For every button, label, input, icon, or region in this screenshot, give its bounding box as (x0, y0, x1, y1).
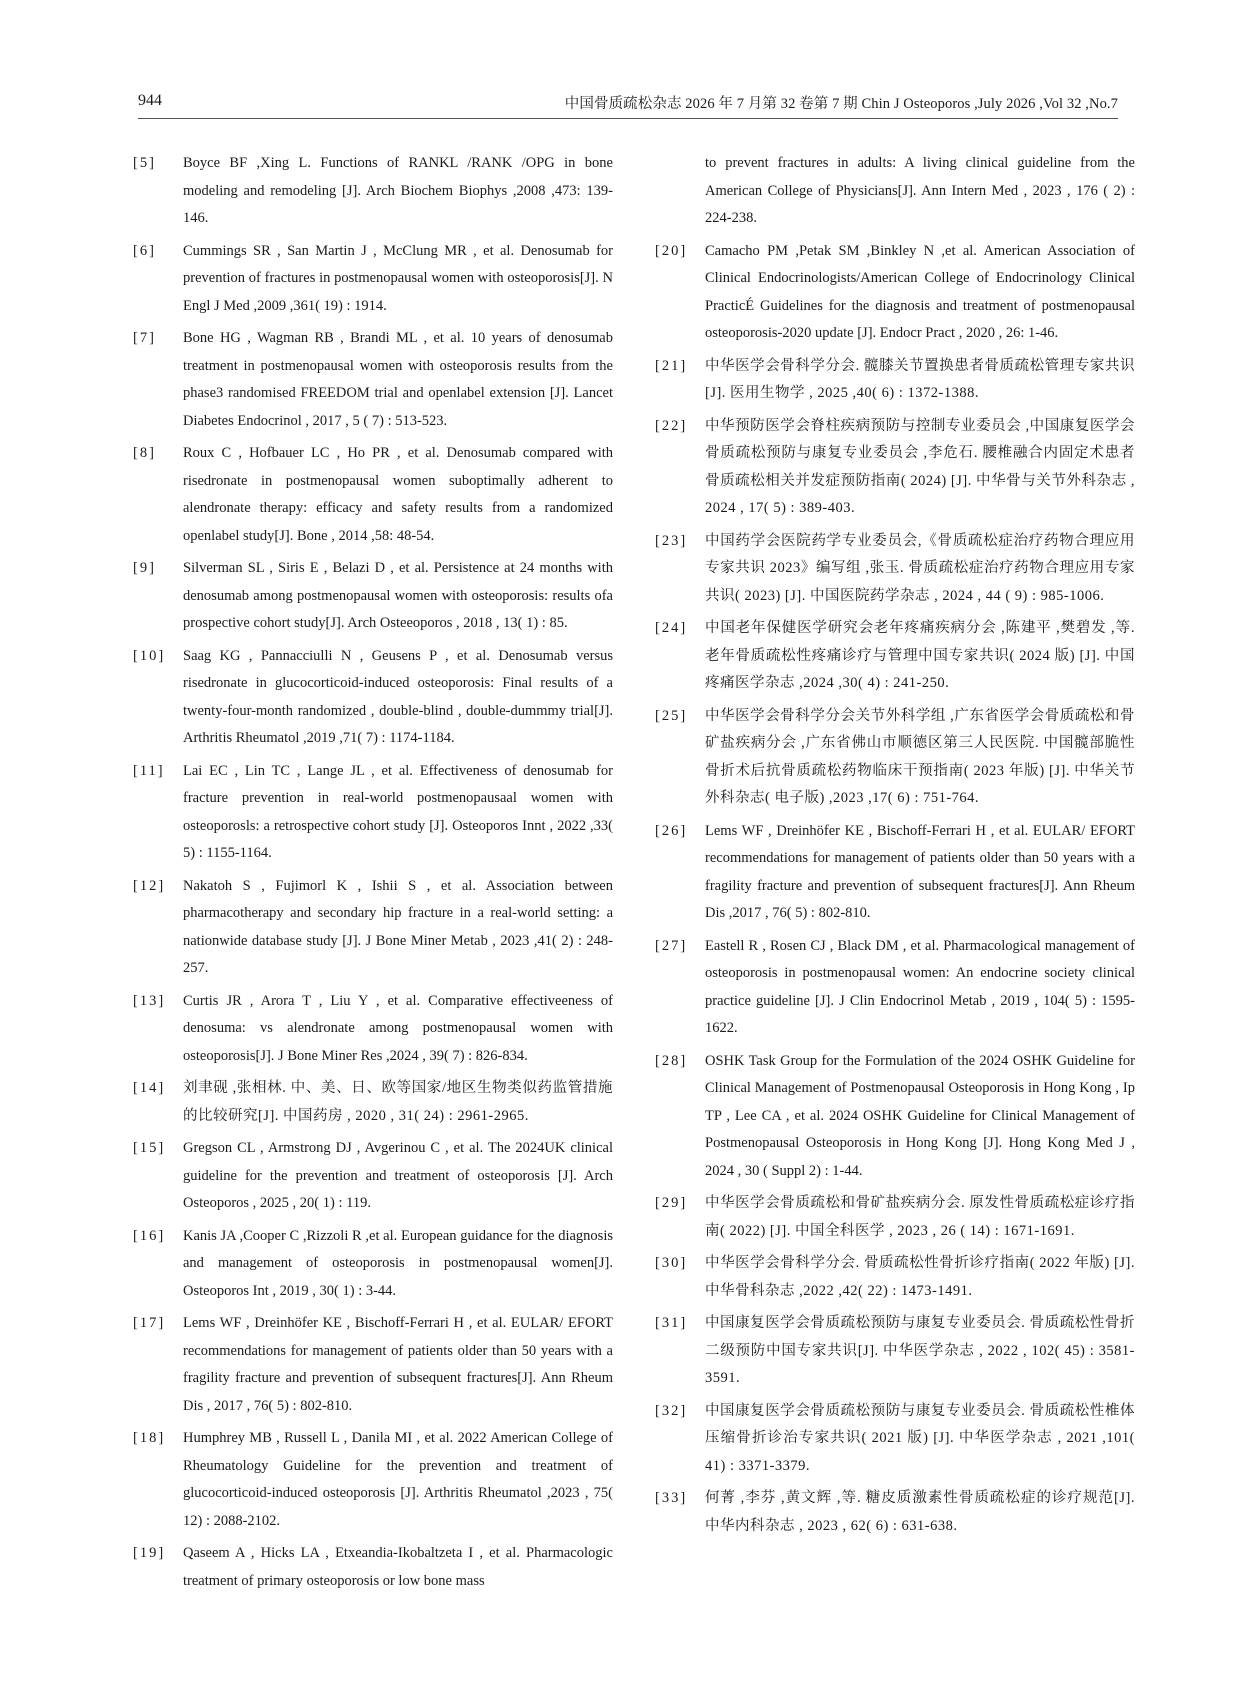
reference-text: Curtis JR , Arora T , Liu Y , et al. Comparative effectiveeness of denosuma: vs alendronate among postmenopausal women with osteoporosis[J]. J Bone Miner Res ,2024 , 39( 7) : 826-834. (183, 992, 613, 1064)
reference-number: [9] (133, 560, 156, 576)
reference-text: 中华预防医学会脊柱疾病预防与控制专业委员会 ,中国康复医学会骨质疏松预防与康复专业委员会 ,李危石. 腰椎融合内固定术患者骨质疏松相关并发症预防指南( 2024) [J]. 中华骨与关节外科杂志 , 2024 , 17( 5) : 389-403. (705, 417, 1135, 516)
reference-entry (655, 615, 1135, 698)
reference-number: [27] (655, 937, 688, 954)
running-header (138, 92, 1118, 119)
reference-number: [20] (655, 242, 688, 259)
reference-entry (655, 1048, 1135, 1186)
reference-entry (655, 1310, 1135, 1393)
reference-number: [13] (133, 992, 166, 1009)
reference-text: 中国康复医学会骨质疏松预防与康复专业委员会. 骨质疏松性骨折二级预防中国专家共识[J]. 中华医学杂志 , 2022 , 102( 45) : 3581-3591. (705, 1315, 1135, 1386)
reference-text: Bone HG , Wagman RB , Brandi ML , et al. 10 years of denosumab treatment in postmenopausal women with osteoporosis results from the phase3 randomised FREEDOM trial and openlabel extension [J]. Lancet Diabetes Endocrinol , 2017 , 5 ( 7) : 513-523. (183, 330, 613, 429)
reference-column-left (133, 150, 613, 1600)
reference-entry (655, 353, 1135, 408)
reference-text: 中国康复医学会骨质疏松预防与康复专业委员会. 骨质疏松性椎体压缩骨折诊治专家共识( 2021 版) [J]. 中华医学杂志 , 2021 ,101( 41) : 3371-3379. (705, 1402, 1135, 1474)
reference-number: [28] (655, 1052, 688, 1069)
reference-text: Cummings SR , San Martin J , McClung MR , et al. Denosumab for prevention of fractures in postmenopausal women with osteoporosis[J]. N Engl J Med ,2009 ,361( 19) : 1914. (183, 242, 613, 314)
reference-entry (655, 413, 1135, 523)
reference-text: Humphrey MB , Russell L , Danila MI , et al. 2022 American College of Rheumatology Guideline for the prevention and treatment of glucocorticoid-induced osteoporosis [J]. Arthritis Rheumatol ,2023 , 75( 12) : 2088-2102. (183, 1430, 613, 1529)
reference-number: [26] (655, 822, 688, 839)
reference-number: [15] (133, 1140, 166, 1156)
reference-text: Qaseem A , Hicks LA , Etxeandia-Ikobaltzeta I , et al. Pharmacologic treatment of primary osteoporosis or low bone mass (183, 1545, 613, 1589)
reference-entry (655, 1398, 1135, 1481)
reference-entry (133, 1223, 613, 1306)
reference-entry (133, 873, 613, 983)
reference-number: [17] (133, 1315, 166, 1331)
reference-entry (133, 238, 613, 321)
reference-number: [29] (655, 1195, 688, 1211)
reference-text: Lai EC , Lin TC , Lange JL , et al. Effectiveness of denosumab for fracture prevention in real-world postmenopausaal women with osteoporosls: a retrospective cohort study [J]. Osteoporos Innt , 2022 ,33( 5) : 1155-1164. (183, 762, 613, 861)
reference-text: 中国药学会医院药学专业委员会,《骨质疏松症治疗药物合理应用专家共识 2023》编写组 ,张玉. 骨质疏松症治疗药物合理应用专家共识( 2023) [J]. 中国医院药学杂志 , 2024 , 44 ( 9) : 985-1006. (705, 532, 1135, 604)
reference-number: [10] (133, 647, 166, 664)
reference-number: [25] (655, 707, 688, 724)
reference-number: [23] (655, 532, 688, 549)
reference-number: [24] (655, 620, 688, 636)
reference-number: [6] (133, 242, 156, 259)
reference-text: Nakatoh S , Fujimorl K , Ishii S , et al. Association between pharmacotherapy and secondary hip fracture in a real-world setting: a nationwide database study [J]. J Bone Miner Metab , 2023 ,41( 2) : 248-257. (183, 877, 613, 976)
reference-number: [32] (655, 1402, 688, 1419)
reference-text: Kanis JA ,Cooper C ,Rizzoli R ,et al. European guidance for the diagnosis and management of osteoporosis in postmenopausal women[J]. Osteoporos Int , 2019 , 30( 1) : 3-44. (183, 1227, 613, 1299)
journal-info: 中国骨质疏松杂志 2026 年 7 月第 32 卷第 7 期 Chin J Osteoporos ,July 2026 ,Vol 32 ,No.7 (564, 96, 1118, 112)
reference-entry (655, 238, 1135, 348)
reference-entry (133, 758, 613, 868)
reference-number: [22] (655, 417, 688, 434)
reference-text: 中华医学会骨科学分会关节外科学组 ,广东省医学会骨质疏松和骨矿盐疾病分会 ,广东省佛山市顺德区第三人民医院. 中国髋部脆性骨折术后抗骨质疏松药物临床干预指南( 2023 年版) [J]. 中华关节外科杂志( 电子版) ,2023 ,17( 6) : 751-764. (705, 707, 1135, 806)
reference-number: [31] (655, 1315, 688, 1331)
reference-entry (133, 988, 613, 1071)
page-number: 944 (138, 92, 162, 109)
reference-text: 中华医学会骨科学分会. 骨质疏松性骨折诊疗指南( 2022 年版) [J]. 中华骨科杂志 ,2022 ,42( 22) : 1473-1491. (705, 1255, 1135, 1299)
reference-text: 何菁 ,李芬 ,黄文辉 ,等. 糖皮质激素性骨质疏松症的诊疗规范[J]. 中华内科杂志 , 2023 , 62( 6) : 631-638. (705, 1490, 1135, 1534)
reference-number: [21] (655, 357, 688, 374)
reference-text: OSHK Task Group for the Formulation of the 2024 OSHK Guideline for Clinical Management of Postmenopausal Osteoporosis in Hong Kong , Ip TP , Lee CA , et al. 2024 OSHK Guideline for Clinical Management of Postmenopausal Osteoporosis in Hong Kong [J]. Hong Kong Med J , 2024 , 30 ( Suppl 2) : 1-44. (705, 1052, 1135, 1179)
reference-text: Saag KG , Pannacciulli N , Geusens P , et al. Denosumab versus risedronate in glucocorticoid-induced osteoporosis: Final results of a twenty-four-month randomized , double-blind , double-dummmy trial[J]. Arthritis Rheumatol ,2019 ,71( 7) : 1174-1184. (183, 647, 613, 746)
reference-text: Eastell R , Rosen CJ , Black DM , et al. Pharmacological management of osteoporosis in postmenopausal women: An endocrine society clinical practice guideline [J]. J Clin Endocrinol Metab , 2019 , 104( 5) : 1595-1622. (705, 937, 1135, 1036)
reference-entry (133, 555, 613, 638)
reference-entry (655, 1250, 1135, 1305)
reference-entry (133, 1425, 613, 1535)
reference-number: [30] (655, 1255, 688, 1271)
reference-entry (655, 933, 1135, 1043)
reference-number: [14] (133, 1080, 166, 1096)
reference-text: Silverman SL , Siris E , Belazi D , et al. Persistence at 24 months with denosumab among postmenopausal women with osteoporosis: results ofa prospective cohort study[J]. Arch Osteeoporos , 2018 , 13( 1) : 85. (183, 560, 613, 631)
reference-number: [8] (133, 445, 156, 461)
reference-text: Lems WF , Dreinhöfer KE , Bischoff-Ferrari H , et al. EULAR/ EFORT recommendations for management of patients older than 50 years with a fragility fracture and prevention of subsequent fractures[J]. Ann Rheum Dis ,2017 , 76( 5) : 802-810. (705, 822, 1135, 921)
reference-text: Lems WF , Dreinhöfer KE , Bischoff-Ferrari H , et al. EULAR/ EFORT recommendations for management of patients older than 50 years with a fragility fracture and prevention of subsequent fractures[J]. Ann Rheum Dis , 2017 , 76( 5) : 802-810. (183, 1315, 613, 1414)
reference-column-right (655, 150, 1135, 1545)
reference-entry (655, 150, 1135, 233)
reference-number: [19] (133, 1545, 166, 1561)
reference-text: 中华医学会骨科学分会. 髋膝关节置换患者骨质疏松管理专家共识[J]. 医用生物学 , 2025 ,40( 6) : 1372-1388. (705, 357, 1135, 401)
reference-number: [16] (133, 1227, 166, 1244)
reference-number: [18] (133, 1430, 166, 1446)
reference-entry (133, 440, 613, 550)
reference-entry (133, 643, 613, 753)
reference-entry (133, 325, 613, 435)
reference-text: to prevent fractures in adults: A living clinical guideline from the American College of Physicians[J]. Ann Intern Med , 2023 , 176 ( 2) : 224-238. (705, 155, 1135, 226)
reference-entry (655, 1485, 1135, 1540)
reference-number: [7] (133, 330, 156, 346)
reference-entry (133, 1075, 613, 1130)
reference-entry (655, 528, 1135, 611)
reference-entry (655, 818, 1135, 928)
reference-number: [5] (133, 155, 156, 171)
reference-number: [12] (133, 877, 166, 894)
reference-text: Boyce BF ,Xing L. Functions of RANKL /RANK /OPG in bone modeling and remodeling [J]. Arch Biochem Biophys ,2008 ,473: 139-146. (183, 155, 613, 226)
reference-entry (133, 1540, 613, 1595)
reference-text: 刘聿砚 ,张相林. 中、美、日、欧等国家/地区生物类似药监管措施的比较研究[J]. 中国药房 , 2020 , 31( 24) : 2961-2965. (183, 1080, 613, 1124)
reference-entry (133, 1310, 613, 1420)
reference-entry (655, 1190, 1135, 1245)
reference-number: [11] (133, 762, 165, 779)
reference-entry (133, 150, 613, 233)
reference-text: Gregson CL , Armstrong DJ , Avgerinou C , et al. The 2024UK clinical guideline for the prevention and treatment of osteoporosis [J]. Arch Osteoporos , 2025 , 20( 1) : 119. (183, 1140, 613, 1211)
reference-text: Camacho PM ,Petak SM ,Binkley N ,et al. American Association of Clinical Endocrinologists/American College of Endocrinology Clinical PracticÉ Guidelines for the diagnosis and treatment of postmenopausal osteoporosis-2020 update [J]. Endocr Pract , 2020 , 26: 1-46. (705, 242, 1135, 341)
reference-entry (655, 703, 1135, 813)
reference-text: 中国老年保健医学研究会老年疼痛疾病分会 ,陈建平 ,樊碧发 ,等. 老年骨质疏松性疼痛诊疗与管理中国专家共识( 2024 版) [J]. 中国疼痛医学杂志 ,2024 ,30( 4) : 241-250. (705, 620, 1135, 691)
reference-text: Roux C , Hofbauer LC , Ho PR , et al. Denosumab compared with risedronate in postmenopausal women suboptimally adherent to alendronate therapy: efficacy and safety results from a randomized openlabel study[J]. Bone , 2014 ,58: 48-54. (183, 445, 613, 544)
reference-entry (133, 1135, 613, 1218)
reference-text: 中华医学会骨质疏松和骨矿盐疾病分会. 原发性骨质疏松症诊疗指南( 2022) [J]. 中国全科医学 , 2023 , 26 ( 14) : 1671-1691. (705, 1195, 1135, 1239)
reference-number: [33] (655, 1490, 688, 1506)
